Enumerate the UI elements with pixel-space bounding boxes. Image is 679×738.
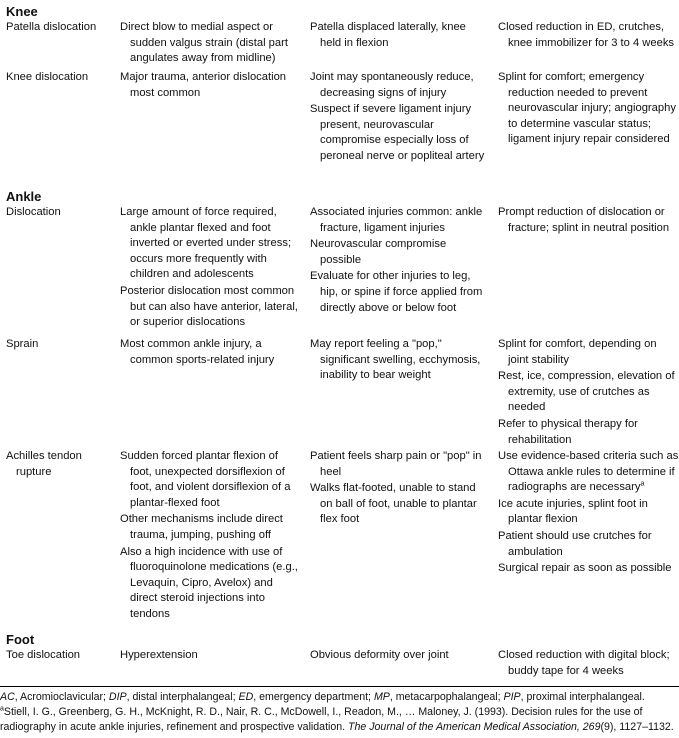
cell-paragraph: Splint for comfort; emergency reduction needed to prevent neurovascular injury; angiography to determine vascular status; ligament injury repair considered <box>498 71 676 146</box>
condition-cell <box>6 205 110 222</box>
abbreviation-definition: , proximal interphalangeal. <box>520 691 645 703</box>
findings-cell <box>310 20 490 52</box>
cell-paragraph: Other mechanisms include direct trauma, jumping, pushing off <box>120 513 283 541</box>
cell-paragraph: Patient feels sharp pain or "pop" in heel <box>310 450 482 478</box>
cell-paragraph: Also a high incidence with use of fluoroquinolone medications (e.g., Levaquin, Cipro, Avelox) and direct steroid injections into tendons <box>120 545 298 620</box>
table-row <box>0 20 679 70</box>
cell-paragraph: Major trauma, anterior dislocation most common <box>120 71 287 99</box>
table-row <box>0 205 679 337</box>
abbreviation-definition: , metacarpophalangeal; <box>389 691 504 703</box>
reference-footnote <box>0 705 679 735</box>
treatment-cell <box>498 205 679 237</box>
cell-paragraph: Large amount of force required, ankle plantar flexed and foot inverted or everted under stress; occurs more frequently with children and adolescents <box>120 206 292 281</box>
cell-paragraph: Toe dislocation <box>6 649 81 661</box>
cell-paragraph: Posterior dislocation most common but can also have anterior, lateral, or superior dislocations <box>120 284 298 329</box>
cell-paragraph: Rest, ice, compression, elevation of extremity, use of crutches as needed <box>498 370 675 414</box>
abbreviation: PIP <box>503 691 521 703</box>
cell-paragraph: Patella dislocation <box>6 21 97 33</box>
section-heading-knee: Knee <box>6 4 38 19</box>
footnote-marker: a <box>640 480 645 488</box>
cell-paragraph: Sprain <box>6 338 39 350</box>
cell-paragraph: Patella displaced laterally, knee held in flexion <box>310 21 466 49</box>
reference-tail: (9), 1127–1132. <box>600 721 674 733</box>
treatment-cell <box>498 70 679 149</box>
cell-paragraph: Obvious deformity over joint <box>310 649 449 661</box>
cell-paragraph: Patient should use crutches for ambulation <box>498 529 652 558</box>
cell-paragraph: Most common ankle injury, a common sports-related injury <box>120 338 275 366</box>
findings-cell <box>310 449 490 529</box>
cell-paragraph: Walks flat-footed, unable to stand on ball of foot, unable to plantar flex foot <box>310 482 477 526</box>
cell-paragraph: Surgical repair as soon as possible <box>498 562 672 575</box>
table-row <box>0 337 679 449</box>
mechanism-cell <box>120 205 300 332</box>
cell-paragraph: Joint may spontaneously reduce, decreasing signs of injury <box>310 71 474 99</box>
table-row <box>0 70 679 188</box>
section-heading-foot: Foot <box>6 632 35 647</box>
findings-cell <box>310 648 490 665</box>
table-row <box>0 648 679 688</box>
reference-marker: a <box>0 705 4 713</box>
condition-cell <box>6 70 110 87</box>
abbreviation: ED <box>238 691 254 703</box>
abbreviation: DIP <box>108 691 127 703</box>
cell-paragraph: Associated injuries common: ankle fracture, ligament injuries <box>310 206 483 234</box>
abbreviation: AC <box>0 691 15 703</box>
cell-paragraph: Suspect if severe ligament injury present, neurovascular compromise especially loss of peroneal nerve or popliteal artery <box>310 103 485 162</box>
cell-paragraph: Dislocation <box>6 206 61 218</box>
mechanism-cell <box>120 449 300 624</box>
reference-journal: The Journal of the American Medical Association, 269 <box>348 721 601 733</box>
cell-paragraph: Sudden forced plantar flexion of foot, unexpected dorsiflexion of foot, and violent dorsiflexion of a plantar-flexed foot <box>120 450 291 509</box>
condition-cell <box>6 20 110 37</box>
reference-text: Stiell, I. G., Greenberg, G. H., McKnight, R. D., Nair, R. C., McDowell, I., Readon, M., … Maloney, J. (1993). Decision rules for the use of radiography in acute ankle injuries, refinement and prospective validation. <box>0 706 643 733</box>
cell-paragraph: Use evidence-based criteria such as Ottawa ankle rules to determine if radiographs are necessary$^a$ <box>498 450 679 494</box>
abbreviation-definition: , Acromioclavicular; <box>14 691 109 703</box>
condition-cell <box>6 449 110 481</box>
mechanism-cell <box>120 70 300 102</box>
condition-cell <box>6 648 110 665</box>
mechanism-cell <box>120 648 300 665</box>
table-bottom-rule <box>0 686 679 687</box>
abbreviation: MP <box>373 691 390 703</box>
mechanism-cell <box>120 337 300 369</box>
footnotes <box>0 690 679 735</box>
treatment-cell <box>498 449 679 578</box>
cell-paragraph: May report feeling a "pop," significant swelling, ecchymosis, inability to bear weight <box>310 338 481 382</box>
findings-cell <box>310 337 490 385</box>
treatment-cell <box>498 648 679 680</box>
treatment-cell <box>498 337 679 449</box>
abbreviation-definition: , distal interphalangeal; <box>126 691 239 703</box>
findings-cell <box>310 70 490 166</box>
section-heading-ankle: Ankle <box>6 189 42 204</box>
cell-paragraph: Direct blow to medial aspect or sudden valgus strain (distal part angulates away from midline) <box>120 21 288 65</box>
treatment-cell <box>498 20 679 52</box>
cell-paragraph: Refer to physical therapy for rehabilitation <box>498 417 638 446</box>
cell-paragraph: Hyperextension <box>120 649 198 661</box>
abbreviations-footnote <box>0 690 679 705</box>
condition-cell <box>6 337 110 354</box>
cell-paragraph: Closed reduction with digital block; buddy tape for 4 weeks <box>498 649 670 677</box>
cell-paragraph: Splint for comfort, depending on joint stability <box>498 338 657 366</box>
cell-paragraph: Neurovascular compromise possible <box>310 238 447 266</box>
cell-paragraph: Knee dislocation <box>6 71 89 83</box>
findings-cell <box>310 205 490 317</box>
cell-paragraph: Achilles tendon rupture <box>6 450 82 478</box>
table-row <box>0 449 679 625</box>
cell-paragraph: Closed reduction in ED, crutches, knee immobilizer for 3 to 4 weeks <box>498 21 675 49</box>
mechanism-cell <box>120 20 300 68</box>
cell-paragraph: Prompt reduction of dislocation or fracture; splint in neutral position <box>498 206 670 234</box>
cell-paragraph: Evaluate for other injuries to leg, hip, or spine if force applied from directly above or below foot <box>310 270 483 314</box>
abbreviation-definition: , emergency department; <box>253 691 374 703</box>
cell-paragraph: Ice acute injuries, splint foot in plantar flexion <box>498 497 648 526</box>
